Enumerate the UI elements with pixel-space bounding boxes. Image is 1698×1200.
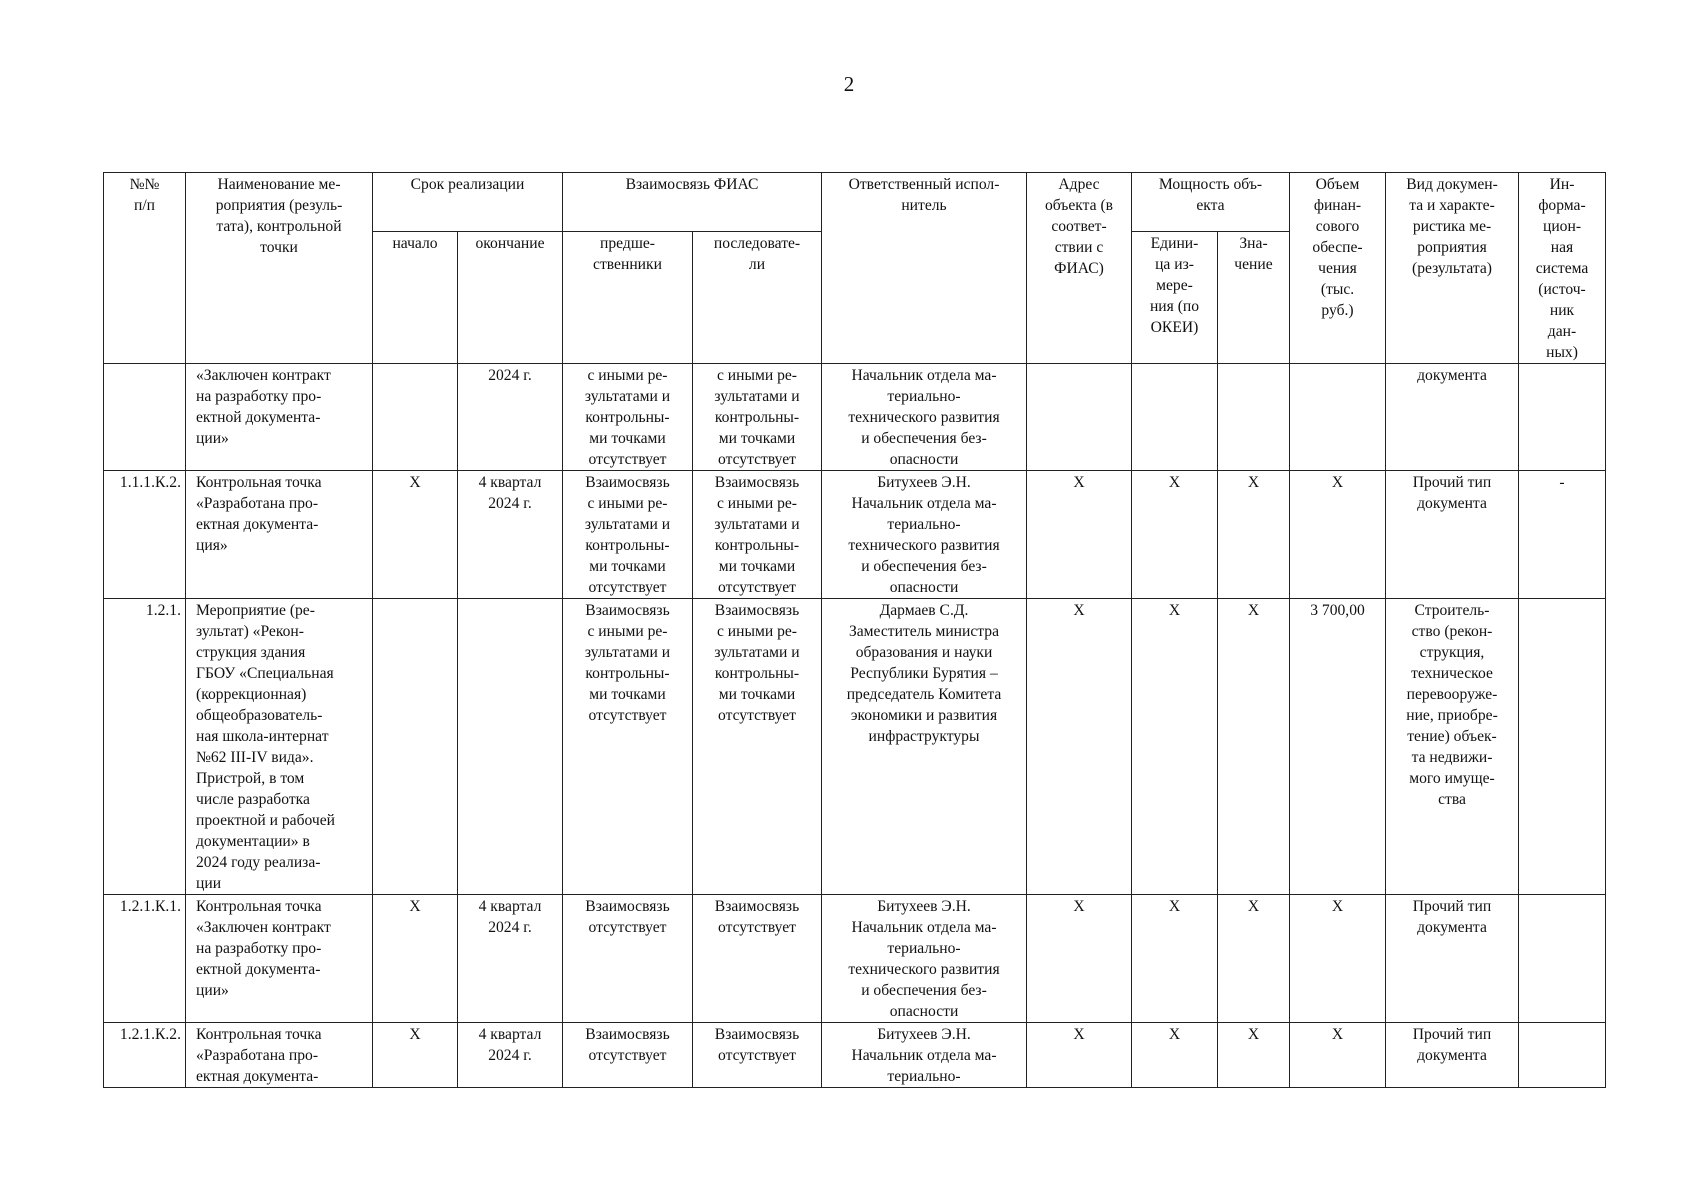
header-unit: Едини- ца из- мере- ния (по ОКЕИ) — [1132, 231, 1218, 363]
header-doc-type: Вид докумен- та и характе- ристика ме- роприятия (результата) — [1386, 173, 1519, 364]
header-responsible: Ответственный испол- нитель — [822, 173, 1027, 364]
cell-info — [1519, 364, 1606, 471]
cell-doc-type: документа — [1386, 364, 1519, 471]
table-row — [104, 599, 1606, 895]
cell-unit: X — [1132, 1023, 1218, 1088]
header-info-system: Ин- форма- цион- ная система (источ- ник дан- ных) — [1519, 173, 1606, 364]
cell-next: Взаимосвязь с иными ре- зультатами и контрольны- ми точками отсутствует — [693, 599, 822, 895]
header-term-end: окончание — [458, 231, 563, 363]
header-link-prev: предше- ственники — [563, 231, 693, 363]
cell-finance: X — [1290, 471, 1386, 599]
cell-prev: Взаимосвязь с иными ре- зультатами и контрольны- ми точками отсутствует — [563, 471, 693, 599]
header-link-next: последовате- ли — [693, 231, 822, 363]
cell-info — [1519, 895, 1606, 1023]
header-term: Срок реализации — [373, 173, 563, 232]
cell-start: X — [373, 895, 458, 1023]
cell-num — [104, 364, 186, 471]
cell-doc-type: Прочий тип документа — [1386, 895, 1519, 1023]
cell-finance: X — [1290, 1023, 1386, 1088]
cell-doc-type: Прочий тип документа — [1386, 471, 1519, 599]
cell-address: X — [1027, 895, 1132, 1023]
cell-responsible: Дармаев С.Д. Заместитель министра образования и науки Республики Бурятия – председатель Комитета экономики и развития инфраструктуры — [822, 599, 1027, 895]
cell-address: X — [1027, 1023, 1132, 1088]
header-capacity: Мощность объ- екта — [1132, 173, 1290, 232]
header-num: №№ п/п — [104, 173, 186, 364]
cell-doc-type: Строитель- ство (рекон- струкция, техническое перевооруже- ние, приобре- тение) объек- та недвижи- мого имуще- ства — [1386, 599, 1519, 895]
header-term-start: начало — [373, 231, 458, 363]
cell-start: X — [373, 1023, 458, 1088]
cell-responsible: Битухеев Э.Н. Начальник отдела ма- териально- — [822, 1023, 1027, 1088]
cell-next: Взаимосвязь отсутствует — [693, 1023, 822, 1088]
cell-value — [1218, 364, 1290, 471]
table-body — [104, 364, 1606, 1088]
header-link: Взаимосвязь ФИАС — [563, 173, 822, 232]
table-row — [104, 471, 1606, 599]
cell-responsible: Начальник отдела ма- териально- технического развития и обеспечения без- опасности — [822, 364, 1027, 471]
cell-prev: с иными ре- зультатами и контрольны- ми точками отсутствует — [563, 364, 693, 471]
cell-num: 1.2.1.К.1. — [104, 895, 186, 1023]
cell-value: X — [1218, 599, 1290, 895]
cell-name: Контрольная точка «Заключен контракт на разработку про- ектной документа- ции» — [186, 895, 373, 1023]
header-row-top — [104, 173, 1606, 232]
cell-name: Контрольная точка «Разработана про- ектная документа- — [186, 1023, 373, 1088]
cell-value: X — [1218, 895, 1290, 1023]
cell-num: 1.1.1.К.2. — [104, 471, 186, 599]
cell-info — [1519, 599, 1606, 895]
cell-doc-type: Прочий тип документа — [1386, 1023, 1519, 1088]
cell-end: 4 квартал 2024 г. — [458, 471, 563, 599]
cell-prev: Взаимосвязь отсутствует — [563, 1023, 693, 1088]
cell-end: 4 квартал 2024 г. — [458, 895, 563, 1023]
cell-finance: X — [1290, 895, 1386, 1023]
table-header — [104, 173, 1606, 364]
cell-num: 1.2.1.К.2. — [104, 1023, 186, 1088]
cell-unit — [1132, 364, 1218, 471]
cell-name: Мероприятие (ре- зультат) «Рекон- струкция здания ГБОУ «Специальная (коррекционная) общеобразователь- ная школа-интернат №62 III-IV вида». Пристрой, в том числе разработка проектной и рабочей документации» в 2024 году реализа- ции — [186, 599, 373, 895]
cell-end: 2024 г. — [458, 364, 563, 471]
cell-address — [1027, 364, 1132, 471]
cell-start — [373, 599, 458, 895]
cell-end — [458, 599, 563, 895]
cell-unit: X — [1132, 895, 1218, 1023]
cell-value: X — [1218, 1023, 1290, 1088]
plan-table — [103, 172, 1606, 1088]
cell-num: 1.2.1. — [104, 599, 186, 895]
cell-prev: Взаимосвязь отсутствует — [563, 895, 693, 1023]
cell-finance — [1290, 364, 1386, 471]
cell-prev: Взаимосвязь с иными ре- зультатами и контрольны- ми точками отсутствует — [563, 599, 693, 895]
cell-name: «Заключен контракт на разработку про- ектной документа- ции» — [186, 364, 373, 471]
header-finance: Объем финан- сового обеспе- чения (тыс. руб.) — [1290, 173, 1386, 364]
cell-unit: X — [1132, 599, 1218, 895]
table-row — [104, 364, 1606, 471]
header-value: Зна- чение — [1218, 231, 1290, 363]
cell-end: 4 квартал 2024 г. — [458, 1023, 563, 1088]
cell-address: X — [1027, 471, 1132, 599]
cell-info — [1519, 1023, 1606, 1088]
cell-start: X — [373, 471, 458, 599]
cell-address: X — [1027, 599, 1132, 895]
cell-info: - — [1519, 471, 1606, 599]
table-row — [104, 1023, 1606, 1088]
cell-value: X — [1218, 471, 1290, 599]
cell-responsible: Битухеев Э.Н. Начальник отдела ма- териально- технического развития и обеспечения без- опасности — [822, 895, 1027, 1023]
cell-next: с иными ре- зультатами и контрольны- ми точками отсутствует — [693, 364, 822, 471]
cell-next: Взаимосвязь с иными ре- зультатами и контрольны- ми точками отсутствует — [693, 471, 822, 599]
header-name: Наименование ме- роприятия (резуль- тата), контрольной точки — [186, 173, 373, 364]
cell-finance: 3 700,00 — [1290, 599, 1386, 895]
cell-name: Контрольная точка «Разработана про- ектная документа- ция» — [186, 471, 373, 599]
cell-responsible: Битухеев Э.Н. Начальник отдела ма- териально- технического развития и обеспечения без- опасности — [822, 471, 1027, 599]
table-row — [104, 895, 1606, 1023]
header-address: Адрес объекта (в соответ- ствии с ФИАС) — [1027, 173, 1132, 364]
cell-next: Взаимосвязь отсутствует — [693, 895, 822, 1023]
cell-start — [373, 364, 458, 471]
cell-unit: X — [1132, 471, 1218, 599]
page-number: 2 — [843, 72, 855, 96]
